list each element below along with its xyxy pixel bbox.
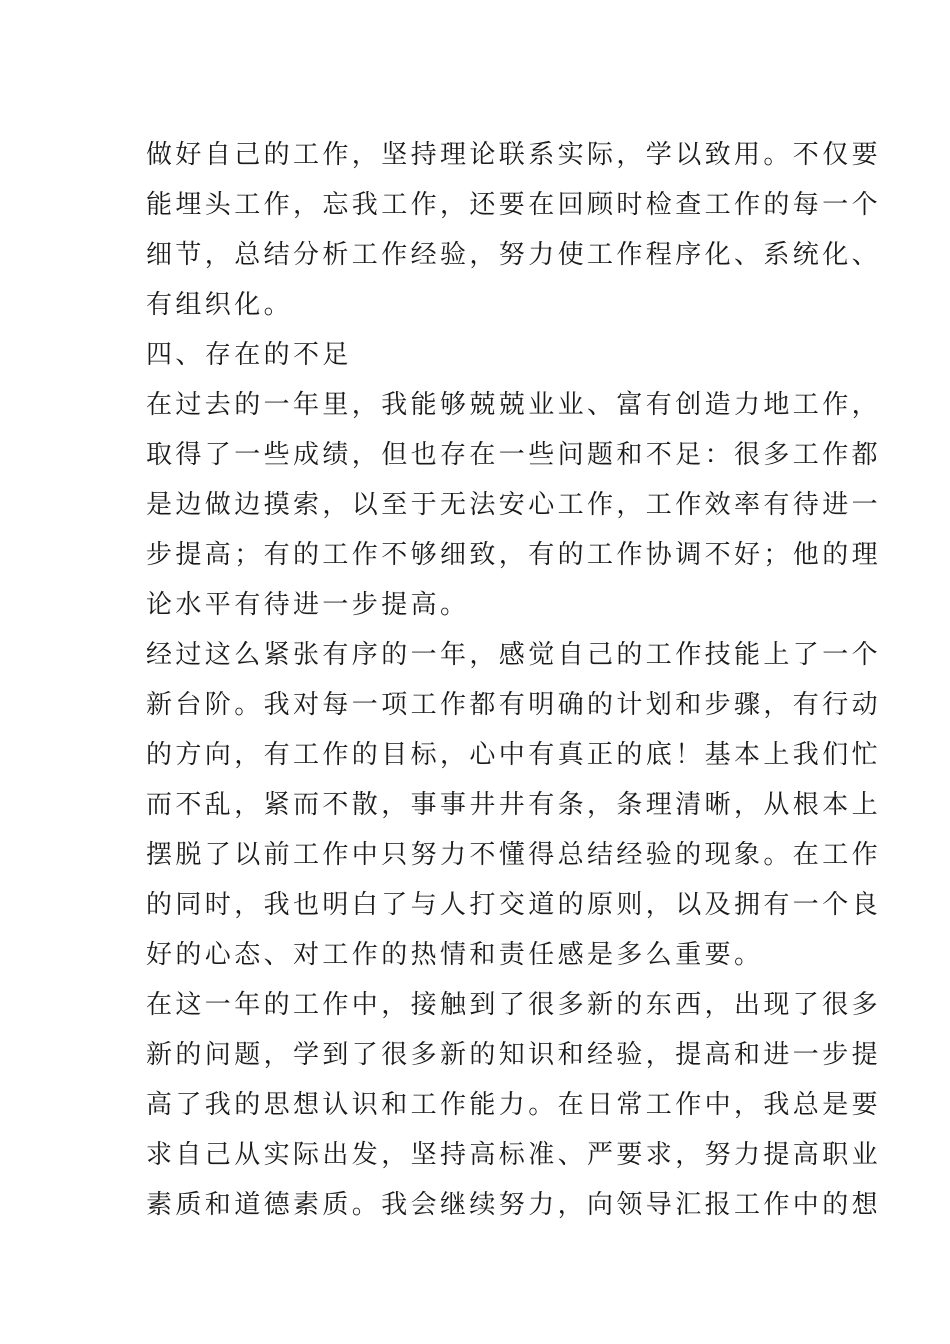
text-line: 有组织化。 bbox=[146, 290, 294, 320]
text-line: 高了我的思想认识和工作能力。在日常工作中，我总是要 bbox=[146, 1090, 882, 1120]
document-body bbox=[146, 130, 882, 1230]
text-line: 而不乱，紧而不散，事事井井有条，条理清晰，从根本上 bbox=[146, 790, 882, 820]
text-line: 摆脱了以前工作中只努力不懂得总结经验的现象。在工作 bbox=[146, 840, 882, 870]
text-line: 经过这么紧张有序的一年，感觉自己的工作技能上了一个 bbox=[146, 640, 882, 670]
text-line: 素质和道德素质。我会继续努力，向领导汇报工作中的想 bbox=[146, 1190, 882, 1220]
text-line: 取得了一些成绩，但也存在一些问题和不足：很多工作都 bbox=[146, 440, 882, 470]
text-line: 细节，总结分析工作经验，努力使工作程序化、系统化、 bbox=[146, 240, 882, 270]
text-line: 求自己从实际出发，坚持高标准、严要求，努力提高职业 bbox=[146, 1140, 882, 1170]
text-line: 能埋头工作，忘我工作，还要在回顾时检查工作的每一个 bbox=[146, 190, 882, 220]
text-line: 论水平有待进一步提高。 bbox=[146, 590, 470, 620]
text-line: 做好自己的工作，坚持理论联系实际，学以致用。不仅要 bbox=[146, 140, 882, 170]
text-line: 在这一年的工作中，接触到了很多新的东西，出现了很多 bbox=[146, 990, 882, 1020]
text-line: 是边做边摸索，以至于无法安心工作，工作效率有待进一 bbox=[146, 490, 882, 520]
text-line: 新的问题，学到了很多新的知识和经验，提高和进一步提 bbox=[146, 1040, 882, 1070]
section-heading: 四、存在的不足 bbox=[146, 340, 352, 370]
text-line: 的方向，有工作的目标，心中有真正的底！基本上我们忙 bbox=[146, 740, 882, 770]
text-line: 在过去的一年里，我能够兢兢业业、富有创造力地工作， bbox=[146, 390, 882, 420]
text-line: 步提高；有的工作不够细致，有的工作协调不好；他的理 bbox=[146, 540, 882, 570]
text-line: 的同时，我也明白了与人打交道的原则，以及拥有一个良 bbox=[146, 890, 882, 920]
text-line: 好的心态、对工作的热情和责任感是多么重要。 bbox=[146, 940, 764, 970]
text-line: 新台阶。我对每一项工作都有明确的计划和步骤，有行动 bbox=[146, 690, 882, 720]
